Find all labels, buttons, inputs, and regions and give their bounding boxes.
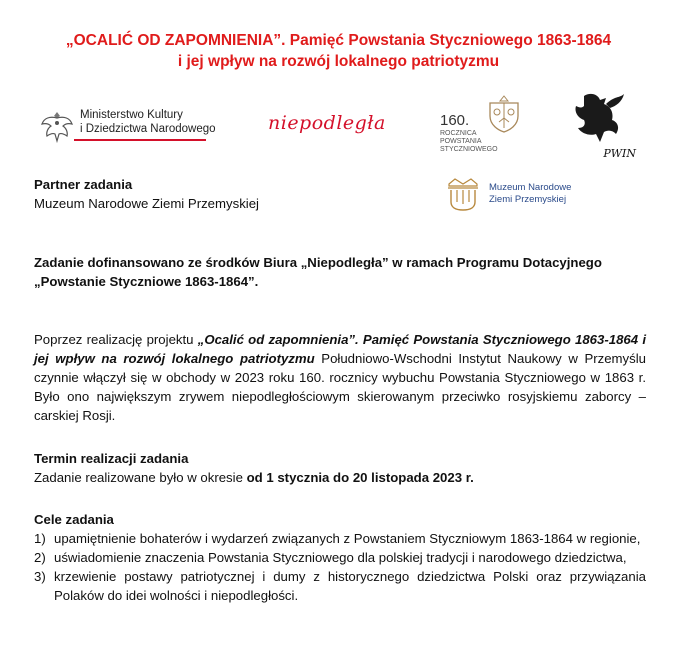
anniversary-line-1: ROCZNICA (440, 130, 477, 137)
anniversary-number: 160. (440, 112, 470, 129)
museum-crown-icon (443, 176, 483, 212)
griffin-icon (566, 90, 626, 146)
crest-icon (484, 94, 524, 134)
logo-bar (0, 90, 677, 160)
museum-line-1: Muzeum Narodowe (489, 182, 572, 193)
goal-number: 3) (34, 569, 46, 584)
museum-line-2: Ziemi Przemyskiej (489, 194, 567, 205)
funding-line-1: Zadanie dofinansowano ze środków Biura „Niepodległa” w ramach Programu Dotacyjnego (34, 255, 602, 270)
pwin-label: PWIN (603, 147, 636, 160)
goal-number: 2) (34, 550, 46, 565)
goal-text: krzewienie postawy patriotycznej i dumy z historycznego dziedzictwa Polski oraz przywiązania Polaków do idei wolności i niepodległości. (54, 569, 646, 603)
anniversary-line-2: POWSTANIA (440, 138, 482, 145)
term-text (34, 468, 646, 487)
goal-number: 1) (34, 531, 46, 546)
title-line-1: „OCALIĆ OD ZAPOMNIENIA”. Pamięć Powstania Styczniowego 1863-1864 (65, 32, 612, 49)
museum-logo (443, 176, 571, 212)
goals-section (34, 510, 646, 605)
project-paragraph (34, 330, 646, 425)
funding-note (34, 253, 646, 291)
anniversary-logo (440, 90, 530, 160)
page-title (0, 30, 677, 72)
list-item (34, 548, 646, 567)
term-dates: od 1 stycznia do 20 listopada 2023 r. (246, 470, 474, 485)
paragraph-rest: Południowo-Wschodni Instytut Naukowy w Przemyślu czynnie włączył się w obchody w 2023 roku 160. rocznicy wybuchu Powstania Styczniowego w 1863 r. Było ono największym zrywem niepodległościowym skierowanym przeciwko rosyjskiemu zaborcy – carskiej Rosji. (34, 351, 646, 423)
goals-list (34, 529, 646, 605)
ministry-line-1: Ministerstwo Kultury (80, 109, 183, 121)
list-item (34, 567, 646, 605)
partner-heading: Partner zadania (34, 177, 133, 192)
anniversary-caption (440, 130, 498, 154)
ministry-underline (74, 139, 206, 141)
goal-text: upamiętnienie bohaterów i wydarzeń związanych z Powstaniem Styczniowym 1863-1864 w regionie, (54, 531, 641, 546)
project-title: „Ocalić od zapomnienia”. Pamięć Powstania Styczniowego 1863-1864 i jej wpływ na rozwój lokalnego patriotyzmu (34, 332, 646, 366)
pwin-logo (560, 90, 640, 160)
anniversary-line-3: STYCZNIOWEGO (440, 146, 498, 153)
goal-text: uświadomienie znaczenia Powstania Styczniowego dla polskiej tradycji i narodowego dziedzictwa, (54, 550, 627, 565)
term-section (34, 449, 646, 487)
partner-name: Muzeum Narodowe Ziemi Przemyskiej (34, 196, 259, 211)
goals-heading: Cele zadania (34, 512, 114, 527)
ministry-line-2: i Dziedzictwa Narodowego (80, 123, 216, 135)
ministry-logo (40, 108, 216, 144)
term-prefix: Zadanie realizowane było w okresie (34, 470, 247, 485)
title-line-2: i jej wpływ na rozwój lokalnego patriotyzmu (177, 53, 500, 70)
funding-line-2: „Powstanie Styczniowe 1863-1864”. (34, 274, 259, 289)
niepodlegla-logo: niepodległa (268, 112, 386, 134)
paragraph-prefix: Poprzez realizację projektu (34, 332, 198, 347)
list-item (34, 529, 646, 548)
term-heading: Termin realizacji zadania (34, 451, 189, 466)
eagle-icon (40, 108, 74, 144)
